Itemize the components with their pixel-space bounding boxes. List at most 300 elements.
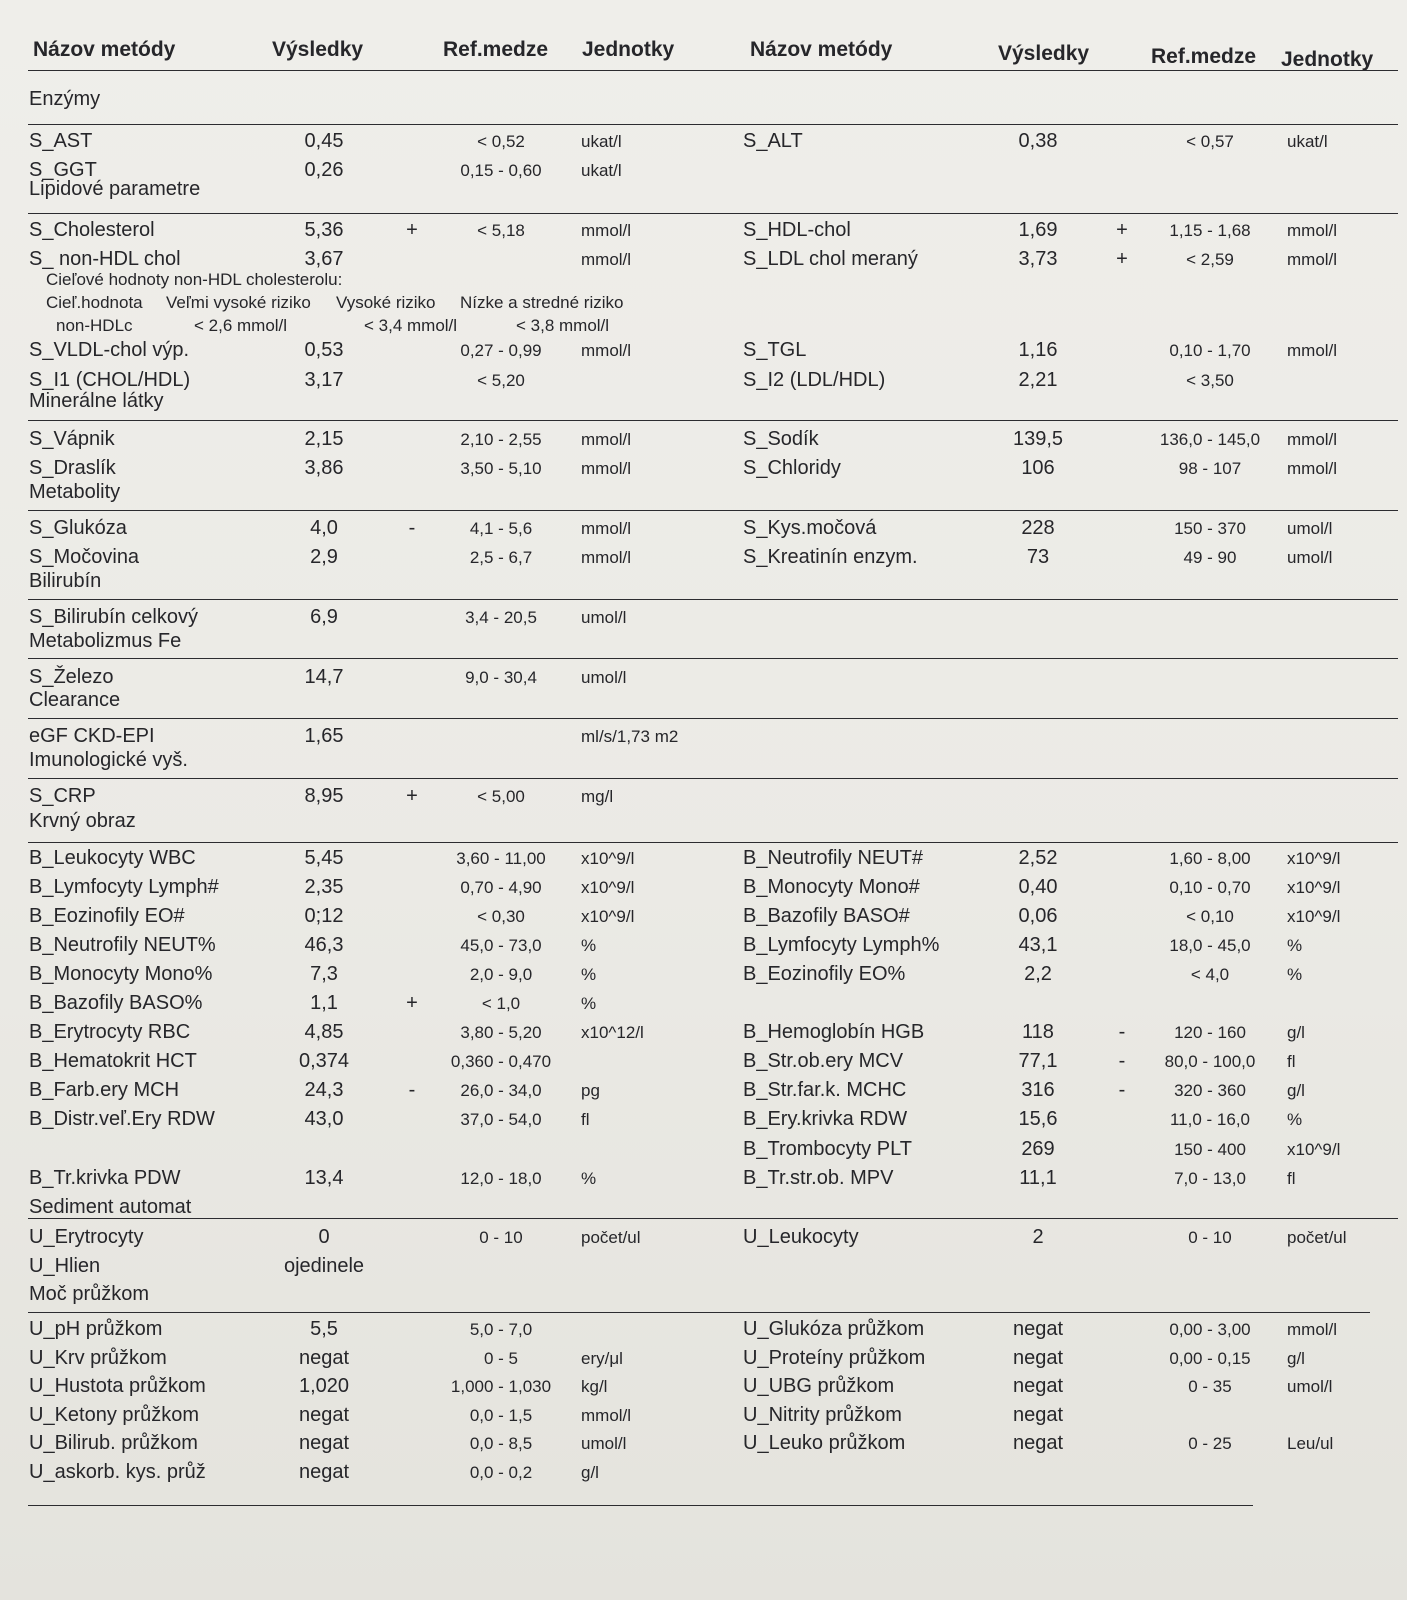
test-name: U_Leuko průžkom (743, 1432, 906, 1454)
table-row (0, 847, 1407, 875)
reference-range: 1,000 - 1,030 (450, 1377, 552, 1396)
test-unit: mmol/l (1287, 221, 1338, 240)
header-ref-right: Ref.medze (1151, 45, 1257, 68)
section-title: Clearance (29, 689, 121, 711)
test-result: 0,06 (1018, 905, 1058, 927)
test-name: B_Str.ob.ery MCV (743, 1050, 904, 1072)
test-unit: % (1287, 936, 1303, 955)
test-result: 13,4 (304, 1167, 344, 1189)
table-row (0, 1432, 1407, 1460)
test-result: 11,1 (1019, 1167, 1057, 1189)
result-flag: - (1118, 1079, 1126, 1101)
test-result: 1,69 (1018, 219, 1058, 241)
test-name: U_Nitrity průžkom (743, 1404, 902, 1426)
section-rule (28, 213, 1398, 214)
test-name: B_Bazofily BASO# (743, 905, 910, 927)
table-row (0, 1021, 1407, 1049)
test-name: U_Hlien (29, 1255, 101, 1277)
test-result: 0,374 (298, 1050, 350, 1072)
test-unit: umol/l (1287, 548, 1333, 567)
test-name: eGF CKD-EPI (29, 725, 155, 747)
test-result: 5,5 (310, 1318, 338, 1340)
test-name: B_Hemoglobín HGB (743, 1021, 925, 1043)
reference-range: 0,0 - 8,5 (469, 1434, 533, 1453)
test-result: 73 (1026, 546, 1050, 568)
test-name: B_Farb.ery MCH (29, 1079, 180, 1101)
test-name: U_pH průžkom (29, 1318, 163, 1340)
table-row (0, 1050, 1407, 1078)
section-rule (28, 658, 1398, 659)
header-units-left: Jednotky (582, 38, 675, 61)
test-unit: počet/ul (581, 1228, 641, 1247)
section-rule (28, 1312, 1370, 1313)
test-result: 316 (1021, 1079, 1055, 1101)
test-result: 0,45 (304, 130, 344, 152)
test-result: 14,7 (304, 666, 344, 688)
test-result: 139,5 (1012, 428, 1064, 450)
table-row (0, 1079, 1407, 1107)
reference-range: 3,60 - 11,00 (456, 849, 546, 868)
test-name: U_Krv průžkom (29, 1347, 167, 1369)
reference-range: 26,0 - 34,0 (460, 1081, 542, 1100)
test-result: 6,9 (310, 606, 338, 628)
test-unit: fl (581, 1110, 590, 1129)
test-result: 2,21 (1018, 369, 1058, 391)
test-unit: mmol/l (581, 341, 632, 360)
test-unit: ml/s/1,73 m2 (581, 727, 679, 746)
reference-range: 0,15 - 0,60 (460, 161, 542, 180)
table-row (0, 457, 1407, 485)
test-unit: x10^9/l (1287, 907, 1341, 926)
reference-range: 0,10 - 0,70 (1169, 878, 1251, 897)
test-result: 8,95 (304, 785, 344, 807)
test-result: 118 (1022, 1021, 1054, 1043)
test-name: B_Lymfocyty Lymph# (29, 876, 219, 898)
test-name: B_Monocyty Mono% (29, 963, 213, 985)
test-unit: mmol/l (581, 1406, 632, 1425)
reference-range: 3,80 - 5,20 (460, 1023, 542, 1042)
target-value-high: < 3,4 mmol/l (364, 316, 458, 335)
test-result: negat (1012, 1404, 1064, 1426)
test-unit: ukat/l (1287, 132, 1328, 151)
test-name: U_Proteíny průžkom (743, 1347, 926, 1369)
test-unit: g/l (1287, 1023, 1305, 1042)
test-name: U_Hustota průžkom (29, 1375, 206, 1397)
reference-range: 0,360 - 0,470 (450, 1052, 552, 1071)
test-unit: kg/l (581, 1377, 608, 1396)
test-name: S_LDL chol meraný (743, 248, 918, 270)
test-name: S_Chloridy (743, 457, 841, 479)
test-unit: x10^9/l (1287, 878, 1341, 897)
test-name: B_Trombocyty PLT (743, 1138, 912, 1160)
reference-range: < 2,59 (1186, 250, 1234, 269)
reference-range: 0 - 5 (483, 1349, 519, 1368)
result-flag: + (406, 785, 418, 807)
test-result: 4,0 (310, 517, 338, 539)
table-row (0, 369, 1407, 397)
test-result: 46,3 (304, 934, 344, 956)
table-row (0, 934, 1407, 962)
test-name: S_VLDL-chol výp. (29, 339, 190, 361)
test-name: B_Lymfocyty Lymph% (743, 934, 940, 956)
test-unit: ery/μl (581, 1349, 623, 1368)
table-row (0, 428, 1407, 456)
test-unit: x10^9/l (581, 878, 635, 897)
table-row (0, 992, 1407, 1020)
test-name: B_Monocyty Mono# (743, 876, 920, 898)
reference-range: 98 - 107 (1178, 459, 1242, 478)
test-name: U_Bilirub. průžkom (29, 1432, 198, 1454)
reference-range: 0,00 - 3,00 (1169, 1320, 1251, 1339)
table-row (0, 606, 1407, 634)
test-result: 2,35 (304, 876, 344, 898)
test-result: 7,3 (310, 963, 338, 985)
test-name: B_Distr.veľ.Ery RDW (29, 1108, 215, 1130)
reference-range: 4,1 - 5,6 (469, 519, 533, 538)
test-unit: x10^9/l (581, 849, 635, 868)
table-row (0, 546, 1407, 574)
header-result-right: Výsledky (998, 42, 1090, 65)
test-result: 269 (1021, 1138, 1055, 1160)
test-name: S_Železo (29, 666, 114, 688)
test-name: S_Draslík (29, 457, 116, 479)
test-unit: % (581, 965, 597, 984)
table-row (0, 1404, 1407, 1432)
test-unit: mmol/l (581, 221, 632, 240)
test-result: 0,53 (304, 339, 344, 361)
test-unit: g/l (1287, 1081, 1305, 1100)
header-ref-left: Ref.medze (443, 38, 549, 61)
target-note-title: Cieľové hodnoty non-HDL cholesterolu: (46, 270, 343, 289)
test-name: B_Ery.krivka RDW (743, 1108, 908, 1130)
reference-range: 320 - 360 (1174, 1081, 1246, 1100)
table-row (0, 1461, 1407, 1489)
test-name: S_Bilirubín celkový (29, 606, 198, 628)
test-unit: umol/l (581, 668, 627, 687)
test-result: 1,16 (1018, 339, 1058, 361)
section-title: Sediment automat (29, 1196, 192, 1218)
reference-range: 120 - 160 (1174, 1023, 1246, 1042)
result-flag: + (406, 992, 418, 1014)
reference-range: < 5,20 (477, 371, 525, 390)
section-title: Imunologické vyš. (29, 749, 188, 771)
test-result: negat (1012, 1375, 1064, 1397)
reference-range: < 0,52 (477, 132, 525, 151)
test-name: S_ non-HDL chol (29, 248, 181, 270)
reference-range: < 1,0 (481, 994, 521, 1013)
test-result: 2 (1032, 1226, 1044, 1248)
test-name: S_Vápnik (29, 428, 115, 450)
reference-range: 5,0 - 7,0 (469, 1320, 533, 1339)
target-label-very-high: Veľmi vysoké riziko (166, 293, 311, 312)
test-name: U_askorb. kys. průž (29, 1461, 206, 1483)
reference-range: 0,0 - 0,2 (469, 1463, 533, 1482)
test-unit: % (581, 936, 597, 955)
target-value-very-high: < 2,6 mmol/l (194, 316, 288, 335)
table-row (0, 1318, 1407, 1346)
section-rule (28, 778, 1398, 779)
test-unit: % (1287, 1110, 1303, 1129)
test-result: 228 (1021, 517, 1055, 539)
table-row (0, 1108, 1407, 1136)
test-name: U_UBG průžkom (743, 1375, 895, 1397)
test-unit: mmol/l (1287, 341, 1338, 360)
test-result: 106 (1021, 457, 1055, 479)
result-flag: - (408, 517, 416, 539)
reference-range: 3,50 - 5,10 (460, 459, 542, 478)
test-unit: fl (1287, 1169, 1296, 1188)
header-units-right: Jednotky (1281, 48, 1374, 71)
test-result: 0 (318, 1226, 330, 1248)
test-unit: mg/l (581, 787, 614, 806)
header-result-left: Výsledky (272, 38, 364, 61)
section-title: Moč průžkom (29, 1283, 150, 1305)
test-result: 15,6 (1018, 1108, 1058, 1130)
footer-rule (28, 1505, 1253, 1506)
table-row (0, 1255, 1407, 1283)
test-unit: g/l (1287, 1349, 1305, 1368)
reference-range: < 0,10 (1186, 907, 1234, 926)
reference-range: 0,27 - 0,99 (460, 341, 542, 360)
test-result: 43,0 (304, 1108, 344, 1130)
test-unit: x10^12/l (581, 1023, 644, 1042)
test-result: negat (1012, 1318, 1064, 1340)
test-name: S_Kys.močová (743, 517, 877, 539)
test-unit: % (581, 1169, 597, 1188)
result-flag: - (1118, 1050, 1126, 1072)
test-unit: g/l (581, 1463, 599, 1482)
test-result: 43,1 (1018, 934, 1058, 956)
test-result: 0,26 (304, 159, 344, 181)
reference-range: 12,0 - 18,0 (460, 1169, 542, 1188)
section-rule (28, 599, 1398, 600)
table-row (0, 963, 1407, 991)
header-method-left: Názov metódy (33, 38, 176, 61)
test-result: negat (298, 1347, 350, 1369)
header-method-right: Názov metódy (750, 38, 893, 61)
test-name: S_CRP (29, 785, 96, 807)
reference-range: 0,00 - 0,15 (1169, 1349, 1251, 1368)
target-row-label: non-HDLc (56, 316, 133, 335)
reference-range: 136,0 - 145,0 (1159, 430, 1261, 449)
reference-range: 18,0 - 45,0 (1169, 936, 1251, 955)
test-result: 3,17 (304, 369, 344, 391)
test-name: B_Erytrocyty RBC (29, 1021, 191, 1043)
test-name: B_Tr.str.ob. MPV (743, 1167, 894, 1189)
test-unit: mmol/l (1287, 430, 1338, 449)
table-row (0, 517, 1407, 545)
test-name: B_Hematokrit HCT (29, 1050, 197, 1072)
reference-range: 9,0 - 30,4 (465, 668, 537, 687)
reference-range: < 3,50 (1186, 371, 1234, 390)
reference-range: < 0,57 (1186, 132, 1234, 151)
test-unit: umol/l (1287, 519, 1333, 538)
test-name: S_Glukóza (29, 517, 127, 539)
section-rule (28, 718, 1398, 719)
reference-range: < 5,00 (477, 787, 525, 806)
section-rule (28, 124, 1398, 125)
reference-range: 0 - 35 (1188, 1377, 1232, 1396)
table-row (0, 876, 1407, 904)
test-name: B_Eozinofily EO# (29, 905, 185, 927)
test-unit: počet/ul (1287, 1228, 1347, 1247)
reference-range: 45,0 - 73,0 (460, 936, 542, 955)
test-result: 24,3 (304, 1079, 344, 1101)
test-unit: umol/l (581, 1434, 627, 1453)
test-unit: mmol/l (581, 430, 632, 449)
test-result: 1,65 (304, 725, 344, 747)
table-row (0, 666, 1407, 694)
test-unit: mmol/l (581, 250, 632, 269)
section-rule (28, 1218, 1398, 1219)
test-unit: mmol/l (581, 459, 632, 478)
test-result: 2,15 (304, 428, 344, 450)
test-result: negat (298, 1461, 350, 1483)
section-title: Krvný obraz (29, 810, 136, 832)
reference-range: 37,0 - 54,0 (460, 1110, 542, 1129)
target-label-high: Vysoké riziko (336, 293, 436, 312)
table-row (0, 130, 1407, 158)
test-result: 3,86 (304, 457, 344, 479)
test-unit: pg (581, 1081, 600, 1100)
test-result: 5,36 (304, 219, 344, 241)
test-unit: % (581, 994, 597, 1013)
test-name: S_Cholesterol (29, 219, 155, 241)
test-unit: ukat/l (581, 161, 622, 180)
reference-range: 150 - 400 (1174, 1140, 1246, 1159)
test-name: S_ALT (743, 130, 803, 152)
table-row (0, 1167, 1407, 1195)
table-row (0, 1138, 1407, 1166)
test-result: 1,1 (310, 992, 338, 1014)
reference-range: 0,70 - 4,90 (460, 878, 542, 897)
result-flag: + (1116, 248, 1128, 270)
test-unit: mmol/l (1287, 459, 1338, 478)
test-unit: Leu/ul (1287, 1434, 1334, 1453)
test-name: S_TGL (743, 339, 807, 361)
test-result: negat (298, 1432, 350, 1454)
test-result: 0,40 (1018, 876, 1058, 898)
table-row (0, 905, 1407, 933)
section-title: Minerálne látky (29, 390, 164, 412)
test-name: B_Neutrofily NEUT% (29, 934, 216, 956)
reference-range: 150 - 370 (1174, 519, 1246, 538)
reference-range: < 4,0 (1190, 965, 1230, 984)
section-rule (28, 420, 1398, 421)
result-flag: + (1116, 219, 1128, 241)
reference-range: 2,5 - 6,7 (469, 548, 533, 567)
test-result: 2,9 (310, 546, 338, 568)
table-row (0, 219, 1407, 247)
test-name: S_AST (29, 130, 93, 152)
test-name: S_Kreatinín enzym. (743, 546, 918, 568)
table-row (0, 725, 1407, 753)
table-row (0, 785, 1407, 813)
reference-range: 2,0 - 9,0 (469, 965, 533, 984)
table-row (0, 159, 1407, 187)
reference-range: 11,0 - 16,0 (1169, 1110, 1251, 1129)
reference-range: 2,10 - 2,55 (460, 430, 542, 449)
test-name: B_Leukocyty WBC (29, 847, 196, 869)
reference-range: 80,0 - 100,0 (1164, 1052, 1256, 1071)
section-rule (28, 510, 1398, 511)
section-title: Enzýmy (29, 88, 101, 110)
test-unit: umol/l (581, 608, 627, 627)
test-name: B_Eozinofily EO% (743, 963, 906, 985)
section-title: Lipidové parametre (29, 178, 201, 200)
reference-range: 1,15 - 1,68 (1169, 221, 1251, 240)
test-name: U_Leukocyty (743, 1226, 859, 1248)
result-flag: - (408, 1079, 416, 1101)
table-row (0, 339, 1407, 367)
test-unit: mmol/l (1287, 250, 1338, 269)
reference-range: 0 - 25 (1188, 1434, 1232, 1453)
test-name: S_HDL-chol (743, 219, 851, 241)
test-result: 5,45 (304, 847, 344, 869)
test-name: B_Bazofily BASO% (29, 992, 203, 1014)
target-label-low-mid: Nízke a stredné riziko (460, 293, 624, 312)
section-title: Metabolity (29, 481, 121, 503)
test-unit: fl (1287, 1052, 1296, 1071)
test-unit: mmol/l (581, 548, 632, 567)
test-name: S_GGT (29, 159, 97, 181)
reference-range: 0 - 10 (1188, 1228, 1232, 1247)
reference-range: 0 - 10 (479, 1228, 523, 1247)
test-name: B_Neutrofily NEUT# (743, 847, 924, 869)
test-unit: mmol/l (581, 519, 632, 538)
reference-range: 0,10 - 1,70 (1169, 341, 1251, 360)
test-unit: x10^9/l (1287, 1140, 1341, 1159)
result-flag: - (1118, 1021, 1126, 1043)
test-name: S_Močovina (29, 546, 140, 568)
test-result: 3,73 (1018, 248, 1058, 270)
header-rule (28, 70, 1398, 71)
test-result: 2,2 (1024, 963, 1052, 985)
test-name: U_Ketony průžkom (29, 1404, 200, 1426)
reference-range: 7,0 - 13,0 (1174, 1169, 1246, 1188)
test-result: negat (298, 1404, 350, 1426)
test-result: negat (1012, 1432, 1064, 1454)
target-value-low-mid: < 3,8 mmol/l (516, 316, 610, 335)
reference-range: 3,4 - 20,5 (465, 608, 537, 627)
result-flag: + (406, 219, 418, 241)
table-row (0, 1347, 1407, 1375)
test-unit: x10^9/l (581, 907, 635, 926)
test-result: 3,67 (304, 248, 344, 270)
test-result: ojedinele (283, 1255, 365, 1277)
test-unit: umol/l (1287, 1377, 1333, 1396)
test-name: S_I2 (LDL/HDL) (743, 369, 886, 391)
test-name: U_Erytrocyty (29, 1226, 144, 1248)
test-unit: x10^9/l (1287, 849, 1341, 868)
section-rule (28, 842, 1398, 843)
reference-range: < 0,30 (477, 907, 525, 926)
reference-range: 49 - 90 (1183, 548, 1237, 567)
section-title: Metabolizmus Fe (29, 630, 182, 652)
reference-range: 1,60 - 8,00 (1169, 849, 1251, 868)
target-label-goal: Cieľ.hodnota (46, 293, 143, 312)
test-result: 77,1 (1018, 1050, 1058, 1072)
test-result: 1,020 (298, 1375, 350, 1397)
test-result: 0;12 (304, 905, 344, 927)
test-name: S_Sodík (743, 428, 819, 450)
test-unit: % (1287, 965, 1303, 984)
test-result: negat (1012, 1347, 1064, 1369)
test-name: U_Glukóza průžkom (743, 1318, 925, 1340)
test-result: 4,85 (304, 1021, 344, 1043)
test-name: B_Str.far.k. MCHC (743, 1079, 907, 1101)
test-name: B_Tr.krivka PDW (29, 1167, 181, 1189)
